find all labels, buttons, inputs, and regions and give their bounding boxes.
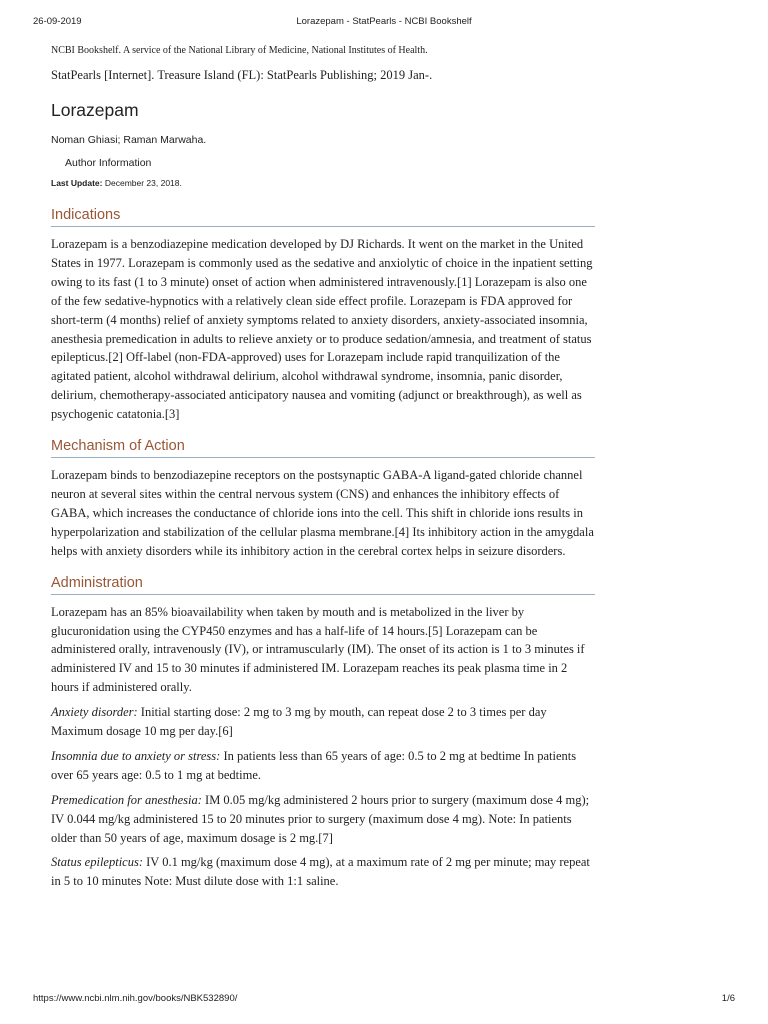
bookshelf-note: NCBI Bookshelf. A service of the National Library of Medicine, National Institutes of Health. <box>51 45 428 56</box>
dosing-insomnia <box>51 747 595 785</box>
section-heading-indications: Indications <box>51 207 595 227</box>
dosing-label: Status epilepticus: <box>51 855 143 870</box>
print-page-title: Lorazepam - StatPearls - NCBI Bookshelf <box>296 16 472 27</box>
dosing-text: IM 0.05 mg/kg administered 2 hours prior to surgery (maximum dose 4 mg); IV 0.044 mg/kg administered 15 to 20 minutes prior to surgery (maximum dose 4 mg). Note: In patients older than 50 years of age, maximum dosage is 2 mg.[7] <box>51 792 590 845</box>
page-title: Lorazepam <box>51 100 139 120</box>
dosing-status-epilepticus <box>51 853 595 891</box>
dosing-premedication <box>51 791 595 848</box>
dosing-text: In patients less than 65 years of age: 0.5 to 2 mg at bedtime In patients over 65 years age: 0.5 to 1 mg at bedtime. <box>51 748 577 782</box>
citation: StatPearls [Internet]. Treasure Island (FL): StatPearls Publishing; 2019 Jan-. <box>51 68 433 82</box>
page-number: 1/6 <box>721 993 735 1004</box>
section-heading-mechanism: Mechanism of Action <box>51 438 595 458</box>
author-information-link[interactable]: Author Information <box>65 157 152 169</box>
dosing-text: Initial starting dose: 2 mg to 3 mg by mouth, can repeat dose 2 to 3 times per day Maximum dosage 10 mg per day.[6] <box>51 705 547 739</box>
last-update <box>51 178 595 188</box>
indications-body: Lorazepam is a benzodiazepine medication developed by DJ Richards. It went on the market in the United States in 1977. Lorazepam is commonly used as the sedative and anxiolytic of choice in the inpatient setting owing to its fast (1 to 3 minute) onset of action when administered intravenously.[1] Lorazepam is also one of the few sedative-hypnotics with a relatively clean side effect profile. Lorazepam is FDA approved for short-term (4 months) relief of anxiety symptoms related to anxiety disorders, anxiety-associated insomnia, anesthesia premedication in adults to relieve anxiety or to produce sedation/amnesia, and treatment of status epilepticus.[2] Off-label (non-FDA-approved) uses for Lorazepam include rapid tranquilization of the agitated patient, alcohol withdrawal delirium, alcohol withdrawal syndrome, insomnia, panic disorder, delirium, chemotherapy-associated anticipatory nausea and vomiting (adjunct or breakthrough), as well as psychogenic catatonia.[3] <box>51 237 593 422</box>
dosing-label: Anxiety disorder: <box>51 705 138 720</box>
dosing-label: Insomnia due to anxiety or stress: <box>51 748 221 763</box>
dosing-label: Premedication for anesthesia: <box>51 792 202 807</box>
section-heading-administration: Administration <box>51 575 595 595</box>
mechanism-body: Lorazepam binds to benzodiazepine receptors on the postsynaptic GABA-A ligand-gated chloride channel neuron at several sites within the central nervous system (CNS) and enhances the inhibitory effects of GABA, which increases the conductance of chloride ions into the cell. This shift in chloride ions results in hyperpolarization and stabilization of the cellular plasma membrane.[4] Its inhibitory action in the amygdala helps with anxiety disorders while its inhibitory action in the cerebral cortex helps in seizure disorders. <box>51 468 594 558</box>
page-url: https://www.ncbi.nlm.nih.gov/books/NBK532890/ <box>33 993 238 1004</box>
print-date: 26-09-2019 <box>33 16 82 27</box>
dosing-text: IV 0.1 mg/kg (maximum dose 4 mg), at a maximum rate of 2 mg per minute; may repeat in 5 to 10 minutes Note: Must dilute dose with 1:1 saline. <box>51 855 590 889</box>
dosing-anxiety <box>51 703 595 741</box>
article <box>51 44 595 891</box>
last-update-label: Last Update: <box>51 178 103 188</box>
administration-body: Lorazepam has an 85% bioavailability when taken by mouth and is metabolized in the liver by glucuronidation using the CYP450 enzymes and has a half-life of 14 hours.[5] Lorazepam can be administered orally, intravenously (IV), or intramuscularly (IM). The onset of its action is 1 to 3 minutes if administered IV and 15 to 30 minutes if administered IM. Lorazepam reaches its peak plasma time in 2 hours if administered orally. <box>51 604 585 695</box>
last-update-value: December 23, 2018. <box>104 178 182 188</box>
authors: Noman Ghiasi; Raman Marwaha. <box>51 134 207 146</box>
